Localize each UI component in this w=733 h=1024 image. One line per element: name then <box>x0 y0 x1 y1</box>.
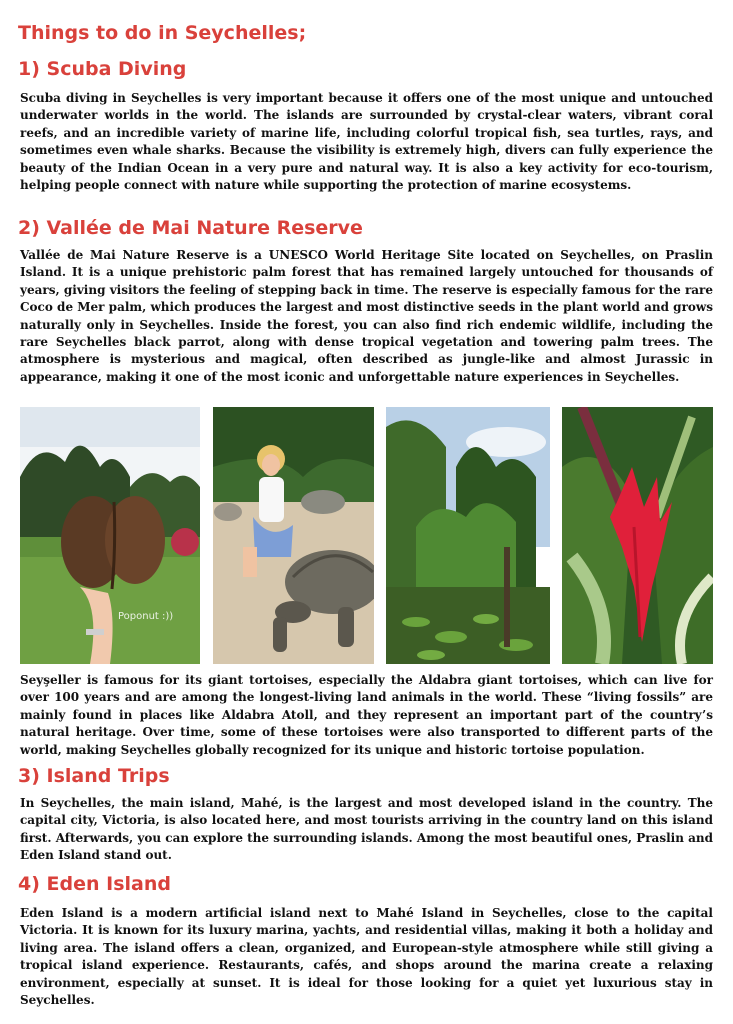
paragraph-scuba-diving: Scuba diving in Seychelles is very important because it offers one of the most unique and untouched underwater worlds in the world. The islands are surrounded by crystal-clear waters, vibrant coral reefs, and an incredible variety of marine life, including colorful tropical fish, sea turtles, rays, and sometimes even whale sharks. Because the visibility is extremely high, divers can fully experience the beauty of the Indian Ocean in a very pure and natural way. It is also a key activity for eco-tourism, helping people connect with nature while supporting the protection of marine ecosystems. <box>20 91 713 193</box>
heading-eden-island: 4) Eden Island <box>18 873 171 895</box>
paragraph-island-trips: In Seychelles, the main island, Mahé, is the largest and most developed island in the country. The capital city, Victoria, is also located here, and most tourists arriving in the country land on this island first. Afterwards, you can explore the surrounding islands. Among the most beautiful ones, Praslin and Eden Island stand out. <box>20 796 713 863</box>
paragraph-giant-tortoises: Seyşeller is famous for its giant tortoises, especially the Aldabra giant tortoises, which can live for over 100 years and are among the longest-living land animals in the world. These “living fossils” are mainly found in places like Aldabra Atoll, and they represent an important part of the country’s natural heritage. Over time, some of these tortoises were also transported to different parts of the world, making Seychelles globally recognized for its unique and historic tortoise population. <box>20 673 713 757</box>
palm-forest-photo <box>386 407 550 664</box>
page-title: Things to do in Seychelles; <box>18 22 307 44</box>
photo-watermark: Poponut :)) <box>118 611 174 622</box>
heading-vallee-de-mai: 2) Vallée de Mai Nature Reserve <box>18 217 363 239</box>
heading-scuba-diving: 1) Scuba Diving <box>18 58 187 80</box>
paragraph-vallee-de-mai: Vallée de Mai Nature Reserve is a UNESCO World Heritage Site located on Seychelles, on Praslin Island. It is a unique prehistoric palm forest that has remained largely untouched for thousands of years, giving visitors the feeling of stepping back in time. The reserve is especially famous for the rare Coco de Mer palm, which produces the largest and most distinctive seeds in the plant world and grows naturally only in Seychelles. Inside the forest, you can also find rich endemic wildlife, including the rare Seychelles black parrot, along with dense tropical vegetation and towering palm trees. The atmosphere is mysterious and magical, often described as jungle-like and almost Jurassic in appearance, making it one of the most iconic and unforgettable nature experiences in Seychelles. <box>20 248 713 384</box>
giant-tortoise-photo <box>213 407 374 664</box>
red-bromeliad-photo <box>562 407 713 664</box>
paragraph-eden-island: Eden Island is a modern artificial island next to Mahé Island in Seychelles, close to the capital Victoria. It is known for its luxury marina, yachts, and residential villas, making it both a holiday and living area. The island offers a clean, organized, and European-style atmosphere while still giving a tropical island experience. Restaurants, cafés, and shops around the marina create a relaxing environment, especially at sunset. It is ideal for those looking for a quiet yet luxurious stay in Seychelles. <box>20 906 713 1008</box>
heading-island-trips: 3) Island Trips <box>18 765 170 787</box>
coco-de-mer-photo <box>20 407 200 664</box>
